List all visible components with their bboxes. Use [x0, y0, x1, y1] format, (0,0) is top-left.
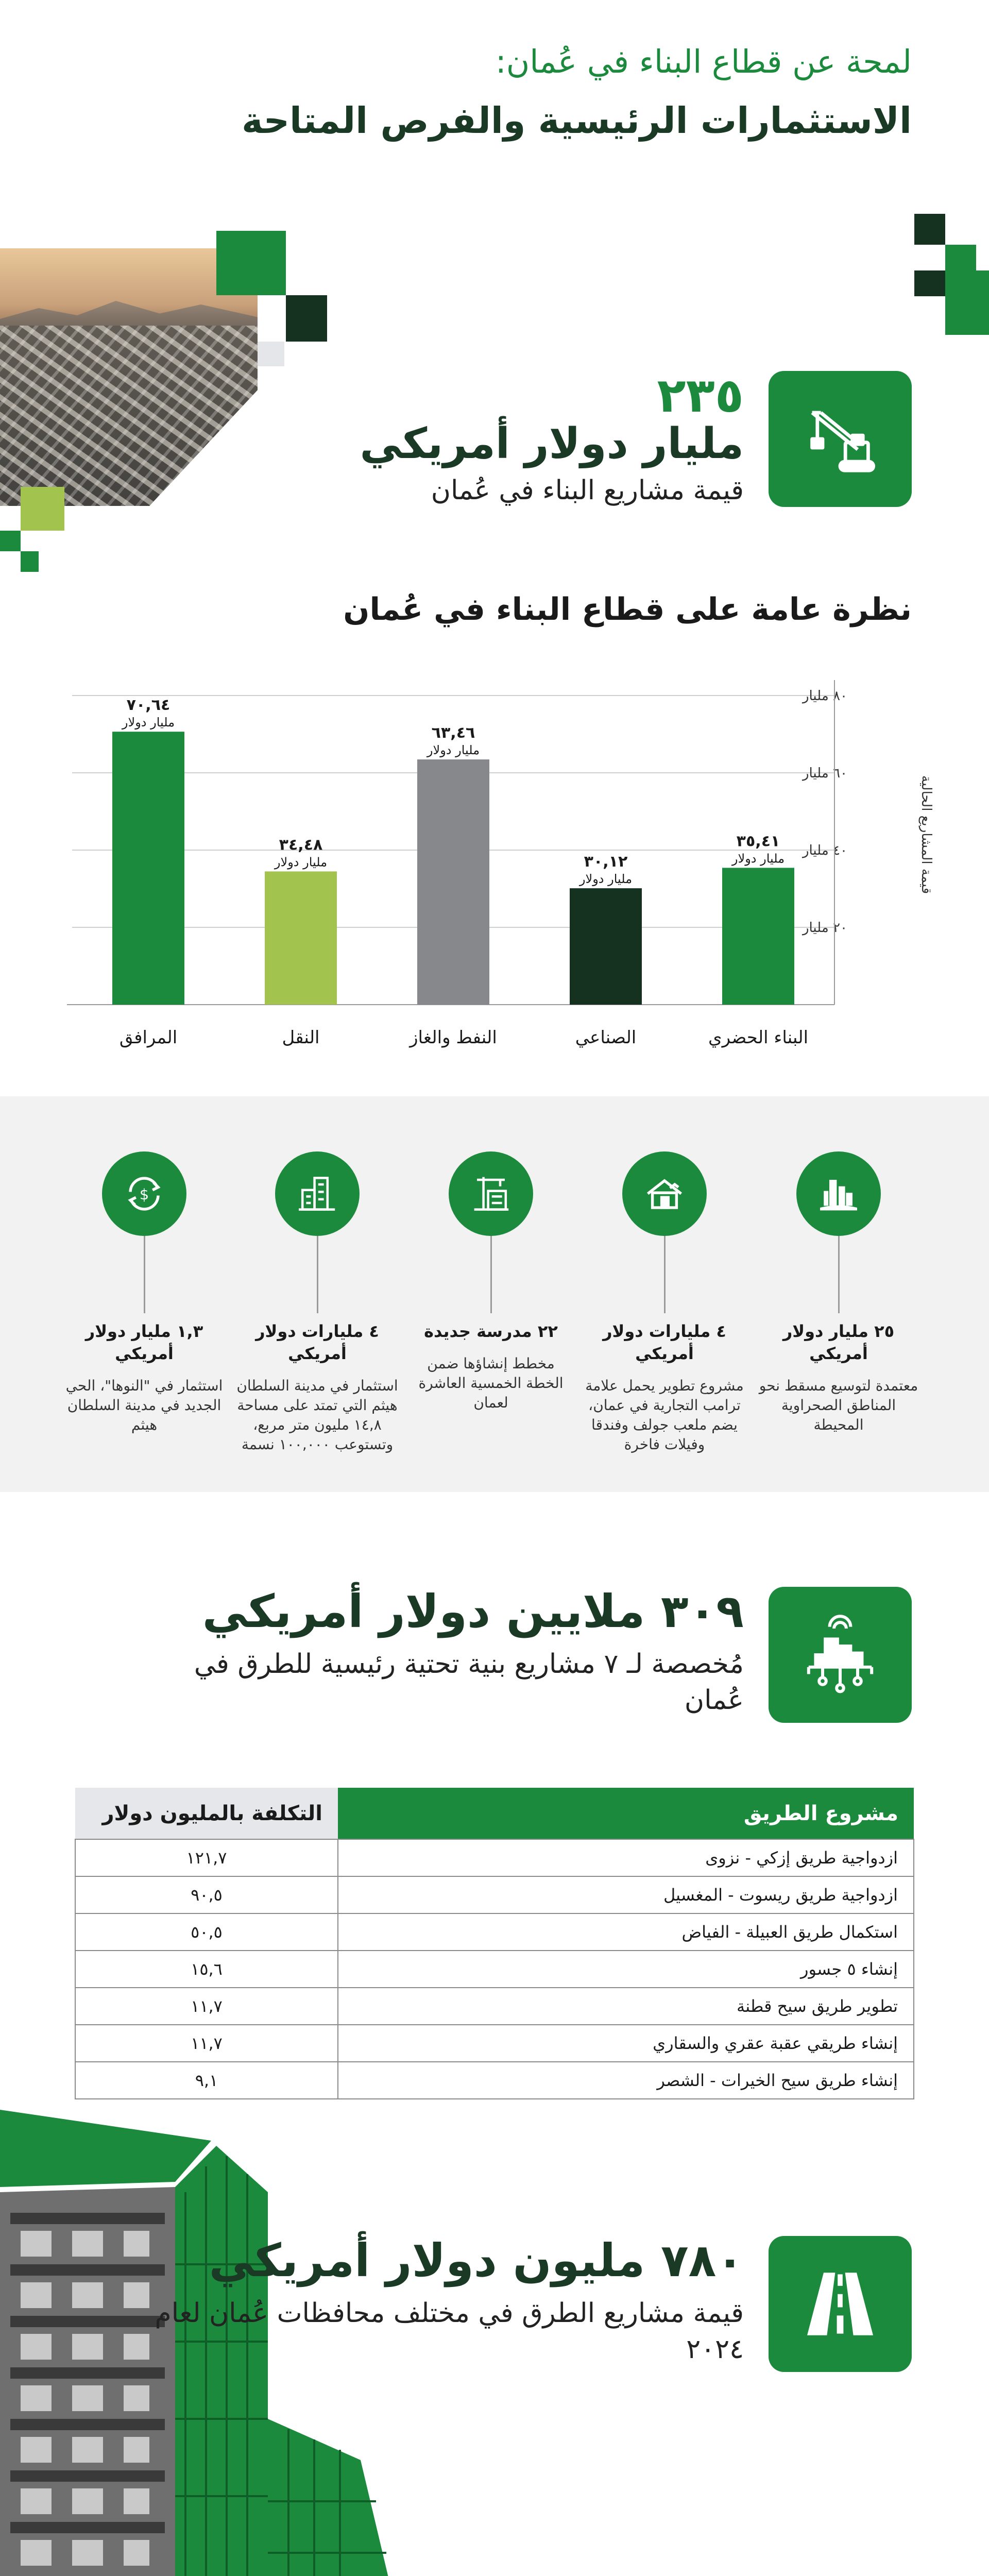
chart-ylabel: قيمة المشاريع الحالية [918, 775, 934, 894]
decor-square [21, 487, 64, 531]
decor-square [0, 531, 21, 551]
roads-stat-description: مُخصصة لـ ٧ مشاريع بنية تحتية رئيسية للطرق في عُمان [194, 1648, 744, 1716]
bar-value-label: ٣٤,٤٨ [279, 836, 323, 854]
project-title: ٤ مليارات دولار أمريكي [603, 1321, 726, 1364]
decor-square [914, 245, 945, 270]
project-connector [144, 1236, 145, 1313]
y-tick-label: ٤٠ مليار [802, 843, 847, 858]
bar-unit-label: مليار دولار [731, 851, 785, 866]
x-tick-label: النفط والغاز [410, 1027, 497, 1048]
roads-stat-number: ٣٠٩ ملايين دولار أمريكي [202, 1585, 744, 1638]
project-title: ٤ مليارات دولار أمريكي [255, 1321, 379, 1364]
bar-value-label: ٣٥,٤١ [736, 832, 780, 851]
bar-value-label: ٦٣,٤٦ [431, 724, 475, 742]
table-cell-cost: ١٢١,٧ [75, 1839, 338, 1876]
decor-square [216, 231, 286, 295]
table-row [75, 1839, 914, 1876]
project-item [756, 1151, 921, 1435]
project-item [408, 1151, 573, 1413]
decor-square [21, 551, 39, 572]
hero-stat [360, 368, 912, 509]
bar-value-label: ٣٠,١٢ [584, 853, 628, 871]
table-cell-cost: ٩٠,٥ [75, 1876, 338, 1913]
table-header-cost: التكلفة بالمليون دولار [75, 1788, 338, 1839]
svg-text:$: $ [139, 1185, 149, 1203]
table-row [75, 1876, 914, 1913]
project-connector [317, 1236, 318, 1313]
project-description: استثمار في "النوها"، الحي الجديد في مدينة السلطان هيثم [65, 1377, 223, 1433]
table-cell-cost: ٩,١ [75, 2062, 338, 2099]
bar-unit-label: مليار دولار [274, 855, 328, 870]
project-connector [838, 1236, 840, 1313]
table-cell-cost: ١١,٧ [75, 1988, 338, 2025]
bar [722, 868, 794, 1005]
bar [265, 871, 337, 1005]
table-cell-cost: ٥٠,٥ [75, 1913, 338, 1951]
buildings-icon [275, 1151, 360, 1236]
y-tick-label: ٨٠ مليار [802, 688, 847, 704]
roads2024-stat [146, 2236, 912, 2372]
table-header-road: مشروع الطريق [338, 1788, 914, 1839]
decor-square [258, 342, 284, 366]
project-title: ٢٢ مدرسة جديدة [424, 1321, 558, 1341]
chart-svg [52, 670, 937, 1061]
bar-unit-label: مليار دولار [122, 715, 175, 730]
table-cell-road: استكمال طريق العبيلة - الفياض [338, 1913, 914, 1951]
hero-stat-unit: مليار دولار أمريكي [360, 419, 744, 468]
project-item [62, 1151, 227, 1435]
project-item [582, 1151, 747, 1454]
bar-value-label: ٧٠,٦٤ [126, 696, 170, 715]
decor-square [945, 245, 976, 270]
hero-stat-number: ٢٣٥ [657, 368, 744, 423]
decor-square [914, 270, 945, 296]
project-description: استثمار في مدينة السلطان هيثم التي تمتد على مساحة ١٤,٨ مليون متر مربع، وتستوعب ١٠٠,٠٠٠ نسمة [236, 1377, 398, 1453]
table-cell-road: ازدواجية طريق إزكي - نزوى [338, 1839, 914, 1876]
table-row [75, 2025, 914, 2062]
table-row [75, 1988, 914, 2025]
project-description: مخطط إنشاؤها ضمن الخطة الخمسية العاشرة لعمان [418, 1355, 564, 1411]
table-header-row [75, 1788, 914, 1839]
hero-stat-description: قيمة مشاريع البناء في عُمان [431, 474, 744, 506]
table-row [75, 1913, 914, 1951]
bar-chart [52, 670, 937, 1061]
road-icon [769, 2236, 912, 2372]
table-cell-road: ازدواجية طريق ريسوت - المغسيل [338, 1876, 914, 1913]
house-icon [622, 1151, 707, 1236]
project-title: ٢٥ مليار دولار أمريكي [782, 1321, 895, 1364]
roads2024-stat-description: قيمة مشاريع الطرق في مختلف محافظات عُمان لعام ٢٠٢٤ [155, 2297, 744, 2365]
chart-title: نظرة عامة على قطاع البناء في عُمان [343, 591, 912, 628]
x-tick-label: النقل [282, 1027, 320, 1048]
project-item [235, 1151, 400, 1454]
table-cell-road: إنشاء طريقي عقبة عقري والسقاري [338, 2025, 914, 2062]
building-crane-icon [449, 1151, 533, 1236]
project-connector [664, 1236, 666, 1313]
bar [417, 759, 489, 1005]
project-description: معتمدة لتوسيع مسقط نحو المناطق الصحراوية المحيطة [759, 1377, 918, 1433]
table-cell-road: إنشاء طريق سيح الخيرات - الشصر [338, 2062, 914, 2099]
table-cell-road: إنشاء ٥ جسور [338, 1951, 914, 1988]
roads2024-stat-number: ٧٨٠ مليون دولار أمريكي [209, 2234, 744, 2287]
city-skyline-icon [796, 1151, 881, 1236]
project-description: مشروع تطوير يحمل علامة ترامب التجارية في عمان، يضم ملعب جولف وفندقا وفيلات فاخرة [585, 1377, 744, 1453]
table-cell-cost: ١١,٧ [75, 2025, 338, 2062]
header [77, 41, 912, 144]
x-tick-label: المرافق [119, 1027, 178, 1048]
road-projects-table [75, 1788, 914, 2099]
table-row [75, 2062, 914, 2099]
project-title: ١,٣ مليار دولار أمريكي [85, 1321, 203, 1364]
bar [112, 732, 184, 1005]
table-row [75, 1951, 914, 1988]
bar-unit-label: مليار دولار [427, 743, 480, 758]
decor-square [945, 270, 989, 335]
crane-icon [769, 371, 912, 507]
page-title: الاستثمارات الرئيسية والفرص المتاحة [242, 99, 912, 142]
y-tick-label: ٢٠ مليار [802, 920, 847, 936]
table-cell-cost: ١٥,٦ [75, 1951, 338, 1988]
page-subtitle: لمحة عن قطاع البناء في عُمان: [495, 43, 912, 80]
x-tick-label: البناء الحضري [708, 1027, 809, 1048]
table-cell-road: تطوير طريق سيح قطنة [338, 1988, 914, 2025]
smart-city-icon [769, 1587, 912, 1723]
decor-square [286, 295, 327, 342]
roads-stat [146, 1587, 912, 1723]
recycle-money-icon [102, 1151, 186, 1236]
decor-square [914, 214, 945, 245]
y-tick-label: ٦٠ مليار [802, 766, 847, 781]
project-connector [490, 1236, 492, 1313]
x-tick-label: الصناعي [575, 1027, 637, 1048]
bar [570, 888, 642, 1005]
bar-unit-label: مليار دولار [579, 872, 633, 887]
